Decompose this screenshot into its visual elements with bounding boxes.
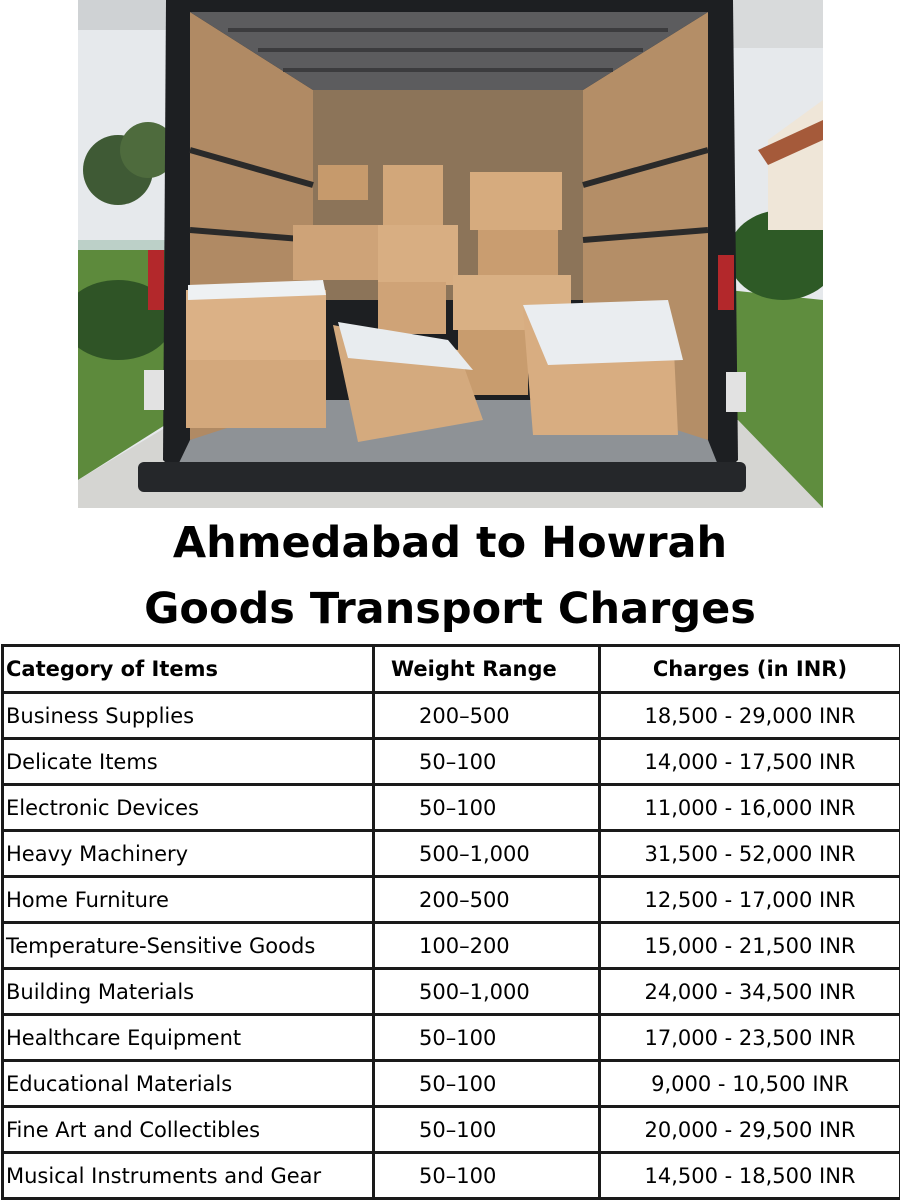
cell-weight-range: 50–100: [374, 1107, 600, 1153]
table-row: [3, 1153, 900, 1199]
cell-weight-range: 500–1,000: [374, 969, 600, 1015]
cell-charges: 14,000 - 17,500 INR: [600, 739, 900, 785]
cell-charges: 18,500 - 29,000 INR: [600, 693, 900, 739]
cell-category: Fine Art and Collectibles: [3, 1107, 374, 1153]
cell-category: Temperature-Sensitive Goods: [3, 923, 374, 969]
cell-charges: 20,000 - 29,500 INR: [600, 1107, 900, 1153]
cell-charges: 11,000 - 16,000 INR: [600, 785, 900, 831]
cell-weight-range: 50–100: [374, 1061, 600, 1107]
cell-category: Business Supplies: [3, 693, 374, 739]
table-row: [3, 1061, 900, 1107]
cell-category: Electronic Devices: [3, 785, 374, 831]
cell-weight-range: 200–500: [374, 877, 600, 923]
cell-category: Delicate Items: [3, 739, 374, 785]
title-line-1: Ahmedabad to Howrah: [172, 518, 728, 568]
table-row: [3, 923, 900, 969]
cell-weight-range: 50–100: [374, 1153, 600, 1199]
table-row: [3, 739, 900, 785]
cell-charges: 9,000 - 10,500 INR: [600, 1061, 900, 1107]
cell-category: Home Furniture: [3, 877, 374, 923]
moving-van-cargo-photo: [78, 0, 823, 508]
cell-charges: 15,000 - 21,500 INR: [600, 923, 900, 969]
cell-category: Educational Materials: [3, 1061, 374, 1107]
cell-category: Building Materials: [3, 969, 374, 1015]
cell-weight-range: 500–1,000: [374, 831, 600, 877]
page-title: [0, 510, 900, 642]
cell-weight-range: 200–500: [374, 693, 600, 739]
cell-weight-range: 100–200: [374, 923, 600, 969]
cell-charges: 24,000 - 34,500 INR: [600, 969, 900, 1015]
cell-charges: 12,500 - 17,000 INR: [600, 877, 900, 923]
cell-weight-range: 50–100: [374, 1015, 600, 1061]
table-row: [3, 969, 900, 1015]
cell-weight-range: 50–100: [374, 739, 600, 785]
cell-charges: 17,000 - 23,500 INR: [600, 1015, 900, 1061]
table-row: [3, 877, 900, 923]
transport-charges-table: [1, 644, 900, 1200]
cell-charges: 31,500 - 52,000 INR: [600, 831, 900, 877]
title-line-2: Goods Transport Charges: [144, 584, 756, 634]
header-category: Category of Items: [3, 646, 374, 693]
cell-category: Musical Instruments and Gear: [3, 1153, 374, 1199]
cell-category: Heavy Machinery: [3, 831, 374, 877]
table-row: [3, 693, 900, 739]
header-weight-range: Weight Range: [374, 646, 600, 693]
cell-charges: 14,500 - 18,500 INR: [600, 1153, 900, 1199]
table-header-row: [3, 646, 900, 693]
table-row: [3, 785, 900, 831]
table-row: [3, 1107, 900, 1153]
hero-photo: [78, 0, 823, 508]
header-charges: Charges (in INR): [600, 646, 900, 693]
cell-category: Healthcare Equipment: [3, 1015, 374, 1061]
table-row: [3, 831, 900, 877]
cell-weight-range: 50–100: [374, 785, 600, 831]
table-row: [3, 1015, 900, 1061]
